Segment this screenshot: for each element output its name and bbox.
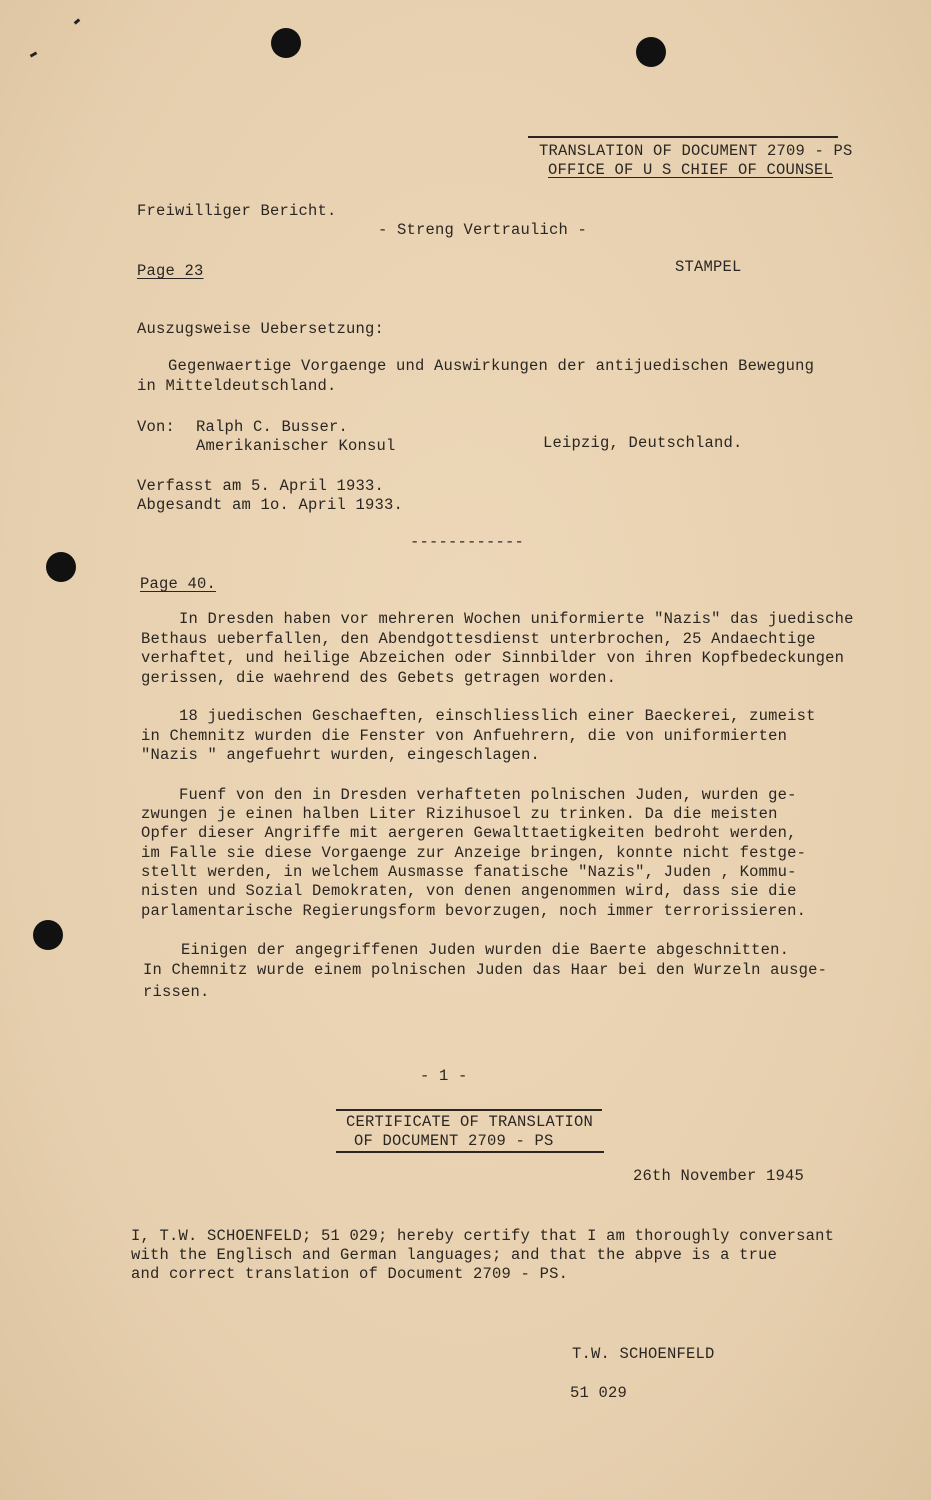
ink-mark xyxy=(74,18,81,24)
certificate-text-line: and correct translation of Document 2709 - PS. xyxy=(131,1265,569,1283)
page-ref-40: Page 40. xyxy=(140,575,217,593)
certificate-title-1: CERTIFICATE OF TRANSLATION xyxy=(346,1113,594,1131)
page-ref-23: Page 23 xyxy=(137,262,204,280)
paragraph-line: parlamentarische Regierungsform bevorzugen, noch immer terrorissieren. xyxy=(141,902,807,920)
signer-name: T.W. SCHOENFELD xyxy=(572,1345,715,1363)
paragraph-line: Einigen der angegriffenen Juden wurden die Baerte abgeschnitten. xyxy=(143,941,790,959)
from-title: Amerikanischer Konsul xyxy=(196,437,396,455)
punch-hole-left-upper xyxy=(46,552,76,582)
location: Leipzig, Deutschland. xyxy=(543,434,743,452)
punch-hole-top-left xyxy=(271,28,301,58)
header-rule xyxy=(528,136,838,138)
paragraph-line: In Chemnitz wurde einem polnischen Juden das Haar bei den Wurzeln ausge- xyxy=(143,961,828,979)
from-label: Von: xyxy=(137,418,176,436)
paragraph-line: verhaftet, und heilige Abzeichen oder Sinnbilder von ihren Kopfbedeckungen xyxy=(141,649,845,667)
certificate-rule-bottom xyxy=(336,1151,604,1153)
excerpt-heading: Auszugsweise Uebersetzung: xyxy=(137,320,385,338)
paragraph-line: zwungen je einen halben Liter Rizihusoel zu trinken. Da die meisten xyxy=(141,805,778,823)
paragraph-line: in Chemnitz wurden die Fenster von Anfuehrern, die von uniformierten xyxy=(141,727,788,745)
paragraph-line: stellt werden, in welchem Ausmasse fanatische "Nazis", Juden , Kommu- xyxy=(141,863,797,881)
confidential-note: - Streng Vertraulich - xyxy=(378,221,588,239)
certificate-title-2: OF DOCUMENT 2709 - PS xyxy=(354,1132,554,1150)
from-name: Ralph C. Busser. xyxy=(196,418,349,436)
report-type: Freiwilliger Bericht. xyxy=(137,202,337,220)
subject-line-1: Gegenwaertige Vorgaenge und Auswirkungen der antijuedischen Bewegung xyxy=(168,357,815,375)
paragraph-line: Bethaus ueberfallen, den Abendgottesdienst unterbrochen, 25 Andaechtige xyxy=(141,630,816,648)
section-divider: ------------ xyxy=(410,533,525,551)
certificate-date: 26th November 1945 xyxy=(633,1167,805,1185)
written-date: Verfasst am 5. April 1933. xyxy=(137,477,385,495)
punch-hole-top-right xyxy=(636,37,666,67)
certificate-text-line: I, T.W. SCHOENFELD; 51 029; hereby certify that I am thoroughly conversant xyxy=(131,1227,835,1245)
paragraph-line: 18 juedischen Geschaeften, einschliesslich einer Baeckerei, zumeist xyxy=(141,707,816,725)
sent-date: Abgesandt am 1o. April 1933. xyxy=(137,496,404,514)
subject-line-2: in Mitteldeutschland. xyxy=(137,377,337,395)
paragraph-line: Fuenf von den in Dresden verhafteten polnischen Juden, wurden ge- xyxy=(141,786,797,804)
certificate-text-line: with the Englisch and German languages; and that the abpve is a true xyxy=(131,1246,778,1264)
header-line-2: OFFICE OF U S CHIEF OF COUNSEL xyxy=(548,161,834,179)
paragraph-line: nisten und Sozial Demokraten, von denen angenommen wird, dass sie die xyxy=(141,882,797,900)
ink-mark xyxy=(30,51,38,57)
stamp-label: STAMPEL xyxy=(675,258,742,276)
punch-hole-left-lower xyxy=(33,920,63,950)
signer-id: 51 029 xyxy=(570,1384,628,1402)
page-number: - 1 - xyxy=(420,1067,468,1085)
paragraph-line: gerissen, die waehrend des Gebets getragen worden. xyxy=(141,669,617,687)
header-line-1: TRANSLATION OF DOCUMENT 2709 - PS xyxy=(539,142,853,160)
paragraph-line: rissen. xyxy=(143,983,210,1001)
certificate-rule-top xyxy=(336,1109,602,1111)
paragraph-line: "Nazis " angefuehrt wurden, eingeschlagen. xyxy=(141,746,541,764)
paragraph-line: In Dresden haben vor mehreren Wochen uniformierte "Nazis" das juedische xyxy=(141,610,854,628)
paragraph-line: im Falle sie diese Vorgaenge zur Anzeige bringen, konnte nicht festge- xyxy=(141,844,807,862)
paragraph-line: Opfer dieser Angriffe mit aergeren Gewalttaetigkeiten bedroht werden, xyxy=(141,824,797,842)
